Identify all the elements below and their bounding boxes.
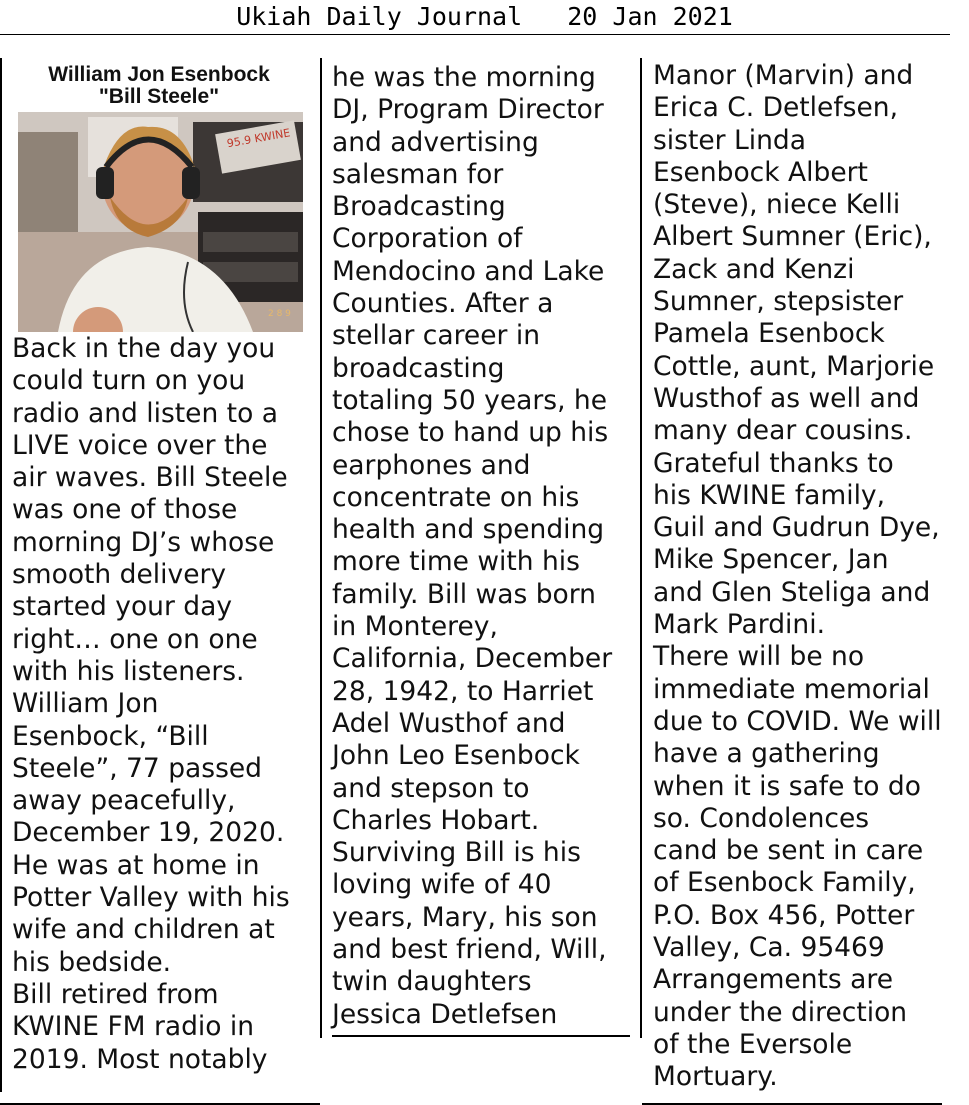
obituary-text-line: Charles Hobart. [332, 804, 540, 836]
deceased-nickname: "Bill Steele" [98, 85, 220, 108]
obituary-text-line: Erica C. Detlefsen, [653, 92, 899, 124]
obituary-column-2 [332, 62, 612, 1031]
obituary-text-line: stellar career in [332, 320, 540, 352]
obituary-text-line: salesman for [332, 158, 504, 190]
newspaper-name: Ukiah Daily Journal [236, 2, 523, 31]
obituary-text-line: so. Condolences [653, 802, 870, 834]
obituary-text-line: of Esenbock Family, [653, 867, 916, 899]
obituary-text-line: loving wife of 40 [332, 869, 552, 901]
obituary-text-line: Zack and Kenzi [653, 253, 855, 285]
obituary-text-line: and Glen Steliga and [653, 576, 931, 608]
obituary-text-line: smooth delivery [12, 559, 227, 591]
portrait-illustration [18, 112, 303, 332]
obituary-text-line: and best friend, Will, [332, 934, 607, 966]
obituary-text-line: earphones and [332, 449, 531, 481]
obituary-text-line: air waves. Bill Steele [12, 462, 288, 494]
publication-date: 20 Jan 2021 [567, 2, 733, 31]
obituary-text-line: Valley, Ca. 95469 [653, 932, 885, 964]
obituary-text-line: Potter Valley with his [12, 882, 290, 914]
obituary-text-line: was one of those [12, 494, 238, 526]
obituary-text-line: started your day [12, 591, 233, 623]
obituary-text-line: Grateful thanks to [653, 447, 894, 479]
obituary-text-line: Adel Wusthof and [332, 707, 566, 739]
column-rule-left [0, 58, 2, 1092]
obituary-text-line: away peacefully, [12, 785, 236, 817]
obituary-text-line: could turn on you [12, 365, 246, 397]
obituary-text-line: LIVE voice over the [12, 429, 268, 461]
obituary-text-line: when it is safe to do [653, 770, 921, 802]
obituary-text-line: he was the morning [332, 62, 596, 93]
obituary-text-line: health and spending [332, 514, 605, 546]
obituary-text-line: chose to hand up his [332, 417, 609, 449]
obituary-text-line: He was at home in [12, 849, 260, 881]
obituary-text-line: twin daughters [332, 966, 532, 998]
obituary-text-line: under the direction [653, 996, 908, 1028]
obituary-text-line: right… one on one [12, 623, 258, 655]
masthead-rule [0, 34, 950, 35]
obituary-headline [18, 64, 300, 108]
obituary-column-3 [653, 60, 942, 1094]
obituary-text-line: Pamela Esenbock [653, 318, 885, 350]
obituary-text-line: Wusthof as well and [653, 382, 920, 414]
portrait-photo [18, 112, 303, 332]
obituary-text-line: DJ, Program Director [332, 94, 604, 126]
obituary-text-line: December 19, 2020. [12, 817, 285, 849]
obituary-text-line: P.O. Box 456, Potter [653, 899, 915, 931]
obituary-text-line: There will be no [653, 641, 865, 673]
obituary-text-line: immediate memorial [653, 673, 930, 705]
obituary-text-line: many dear cousins. [653, 415, 913, 447]
obituary-text-line: with his listeners. [12, 655, 245, 687]
obituary-text-line: Counties. After a [332, 288, 554, 320]
obituary-text-line: Cottle, aunt, Marjorie [653, 350, 935, 382]
obituary-text-line: Mike Spencer, Jan [653, 544, 889, 576]
obituary-text-line: totaling 50 years, he [332, 384, 608, 416]
obituary-text-line: Esenbock Albert [653, 156, 868, 188]
obituary-text-line: Esenbock, “Bill [12, 720, 209, 752]
obituary-text-line: William Jon [12, 688, 159, 720]
obituary-text-line: and stepson to [332, 772, 530, 804]
obituary-text-line: morning DJ’s whose [12, 526, 275, 558]
obituary-text-line: KWINE FM radio in [12, 1011, 255, 1043]
obituary-text-line: John Leo Esenbock [332, 740, 580, 772]
obituary-text-line: have a gathering [653, 738, 880, 770]
obituary-text-line: 2019. Most notably [12, 1043, 268, 1075]
obituary-text-line: radio and listen to a [12, 397, 278, 429]
obituary-text-line: cand be sent in care [653, 835, 924, 867]
obituary-text-line: Steele”, 77 passed [12, 752, 263, 784]
obituary-text-line: Corporation of [332, 223, 523, 255]
obituary-text-line: years, Mary, his son [332, 901, 598, 933]
obituary-text-line: Albert Sumner (Eric), [653, 221, 932, 253]
obituary-text-line: wife and children at [12, 914, 275, 946]
station-sign-text: 95.9 KWINE [225, 126, 292, 151]
obituary-text-line: his KWINE family, [653, 479, 886, 511]
obituary-text-line: Back in the day you [12, 333, 276, 364]
obituary-text-line: in Monterey, [332, 611, 498, 643]
obituary-text-line: Mark Pardini. [653, 609, 825, 641]
obituary-text-line: California, December [332, 643, 613, 675]
obituary-text-line: Mendocino and Lake [332, 255, 605, 287]
obituary-text-line: Broadcasting [332, 191, 506, 223]
obituary-text-line: concentrate on his [332, 481, 580, 513]
obituary-text-line: Jessica Detlefsen [332, 998, 558, 1030]
obituary-text-line: and advertising [332, 126, 539, 158]
deceased-name: William Jon Esenbock [48, 63, 270, 86]
obituary-text-line: his bedside. [12, 946, 172, 978]
obituary-column-1 [12, 333, 290, 1076]
obituary-text-line: Manor (Marvin) and [653, 60, 914, 91]
obituary-text-line: 28, 1942, to Harriet [332, 675, 594, 707]
masthead [0, 2, 969, 32]
obituary-text-line: Surviving Bill is his [332, 837, 581, 869]
photo-date-stamp: 2 8 9 [268, 309, 291, 319]
obituary-text-line: Guil and Gudrun Dye, [653, 512, 940, 544]
obituary-text-line: sister Linda [653, 124, 806, 156]
obituary-text-line: Mortuary. [653, 1061, 778, 1093]
obituary-text-line: family. Bill was born [332, 578, 596, 610]
column-2-bottom-rule [332, 1035, 630, 1037]
column-rule-1 [320, 58, 322, 1038]
obituary-text-line: due to COVID. We will [653, 705, 942, 737]
obituary-text-line: more time with his [332, 546, 580, 578]
column-rule-2 [640, 58, 642, 1038]
obituary-text-line: Sumner, stepsister [653, 286, 904, 318]
obituary-text-line: (Steve), niece Kelli [653, 189, 901, 221]
obituary-text-line: Arrangements are [653, 964, 894, 996]
obituary-text-line: Bill retired from [12, 978, 219, 1010]
obituary-text-line: of the Eversole [653, 1028, 853, 1060]
obituary-text-line: broadcasting [332, 352, 505, 384]
